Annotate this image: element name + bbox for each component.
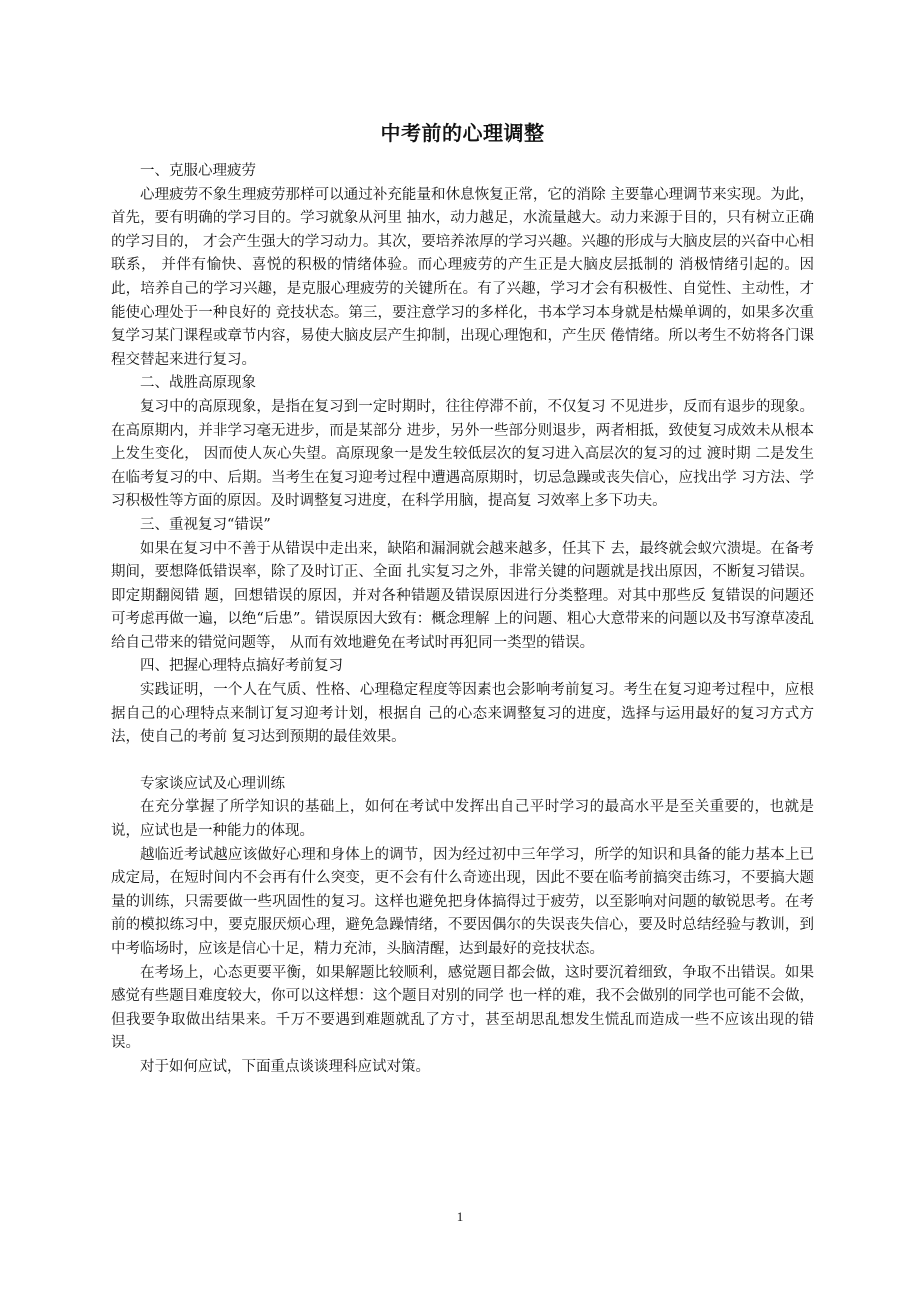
section-heading-1: 一、克服心理疲劳 <box>140 163 256 179</box>
page-number: 1 <box>456 1209 464 1224</box>
section-heading-4: 四、把握心理特点搞好考前复习 <box>140 658 343 675</box>
section-heading-3: 三、重视复习“错误” <box>140 516 271 533</box>
section-heading-2: 二、战胜高原现象 <box>140 375 256 392</box>
section-paragraph-1: 心理疲劳不象生理疲劳那样可以通过补充能量和休息恢复正常，它的消除 主要靠心理调节来实现。为此，首先，要有明确的学习目的。学习就象从河里 抽水，动力越足，水流量越大。动力来源于目的，只有树立正确的学习目的， 才会产生强大的学习动力。其次，要培养浓厚的学习兴趣。兴趣的形成与大脑皮层的兴奋中心相联系， 并伴有愉快、喜悦的积极的情绪体验。而心理疲劳的产生正是大脑皮层抵制的 消极情绪引起的。因此，培养自己的学习兴趣，是克服心理疲劳的关键所在。有了兴趣，学习才会有积极性、自觉性、主动性，才能使心理处于一种良好的 竞技状态。第三，要注意学习的多样化，书本学习本身就是枯燥单调的，如果多次重 复学习某门课程或章节内容，易使大脑皮层产生抑制，出现心理饱和，产生厌 倦情绪。所以考生不妨将各门课程交替起来进行复习。 <box>111 186 814 368</box>
section-gap <box>111 750 814 773</box>
expert-paragraph-3: 在考场上，心态更要平衡，如果解题比较顺利，感觉题目都会做，这时要沉着细致，争取不出错误。如果感觉有些题目难度较大，你可以这样想：这个题目对别的同学 也一样的难，我不会做别的同学也可能不会做，但我要争取做出结果来。千万不要遇到难题就乱了方寸，甚至胡思乱想发生慌乱而造成一些不应该出现的错误。 <box>111 964 814 1052</box>
section-paragraph-2: 复习中的高原现象，是指在复习到一定时期时，往往停滞不前，不仅复习 不见进步，反而有退步的现象。在高原期内，并非学习毫无进步，而是某部分 进步，另外一些部分则退步，两者相抵，致使复习成效未从根本上发生变化， 因而使人灰心失望。高原现象一是发生较低层次的复习进入高层次的复习的过 渡时期 二是发生在临考复习的中、后期。当考生在复习迎考过程中遭遇高原期时，切忌急躁或丧失信心，应找出学 习方法、学习积极性等方面的原因。及时调整复习进度，在科学用脑，提高复 习效率上多下功夫。 <box>111 398 814 510</box>
document-body <box>111 118 814 1080</box>
expert-paragraph-4: 对于如何应试，下面重点谈谈理科应试对策。 <box>140 1058 430 1075</box>
expert-paragraph-2: 越临近考试越应该做好心理和身体上的调节，因为经过初中三年学习，所学的知识和具备的能力基本上已成定局，在短时间内不会再有什么突变，更不会有什么奇迹出现，因此不要在临考前搞突击练习，不要搞大题量的训练，只需要做一些巩固性的复习。这样也避免把身体搞得过于疲劳，以至影响对问题的敏锐思考。在考前的模拟练习中，要克服厌烦心理，避免急躁情绪，不要因偶尔的失误丧失信心，要及时总结经验与教训，到中考临场时，应该是信心十足，精力充沛，头脑清醒，达到最好的竞技状态。 <box>111 846 814 957</box>
expert-paragraph-1: 在充分掌握了所学知识的基础上，如何在考试中发挥出自己平时学习的最高水平是至关重要的，也就是说，应试也是一种能力的体现。 <box>111 799 814 840</box>
expert-heading: 专家谈应试及心理训练 <box>140 775 285 792</box>
page-title: 中考前的心理调整 <box>380 121 545 145</box>
section-paragraph-3: 如果在复习中不善于从错误中走出来，缺陷和漏洞就会越来越多，任其下 去，最终就会蚁穴溃堤。在备考期间，要想降低错误率，除了及时订正、全面 扎实复习之外，非常关键的问题就是找出原因，不断复习错误。即定期翻阅错 题，回想错误的原因，并对各种错题及错误原因进行分类整理。对其中那些反 复错误的问题还可考虑再做一遍，以绝“后患”。错误原因大致有：概念理解 上的问题、粗心大意带来的问题以及书写潦草凌乱给自己带来的错觉问题等， 从而有效地避免在考试时再犯同一类型的错误。 <box>111 540 814 651</box>
section-paragraph-4: 实践证明，一个人在气质、性格、心理稳定程度等因素也会影响考前复习。考生在复习迎考过程中，应根据自己的心理特点来制订复习迎考计划，根据自 己的心态来调整复习的进度，选择与运用最好的复习方式方法，使自己的考前 复习达到预期的最佳效果。 <box>111 682 814 746</box>
